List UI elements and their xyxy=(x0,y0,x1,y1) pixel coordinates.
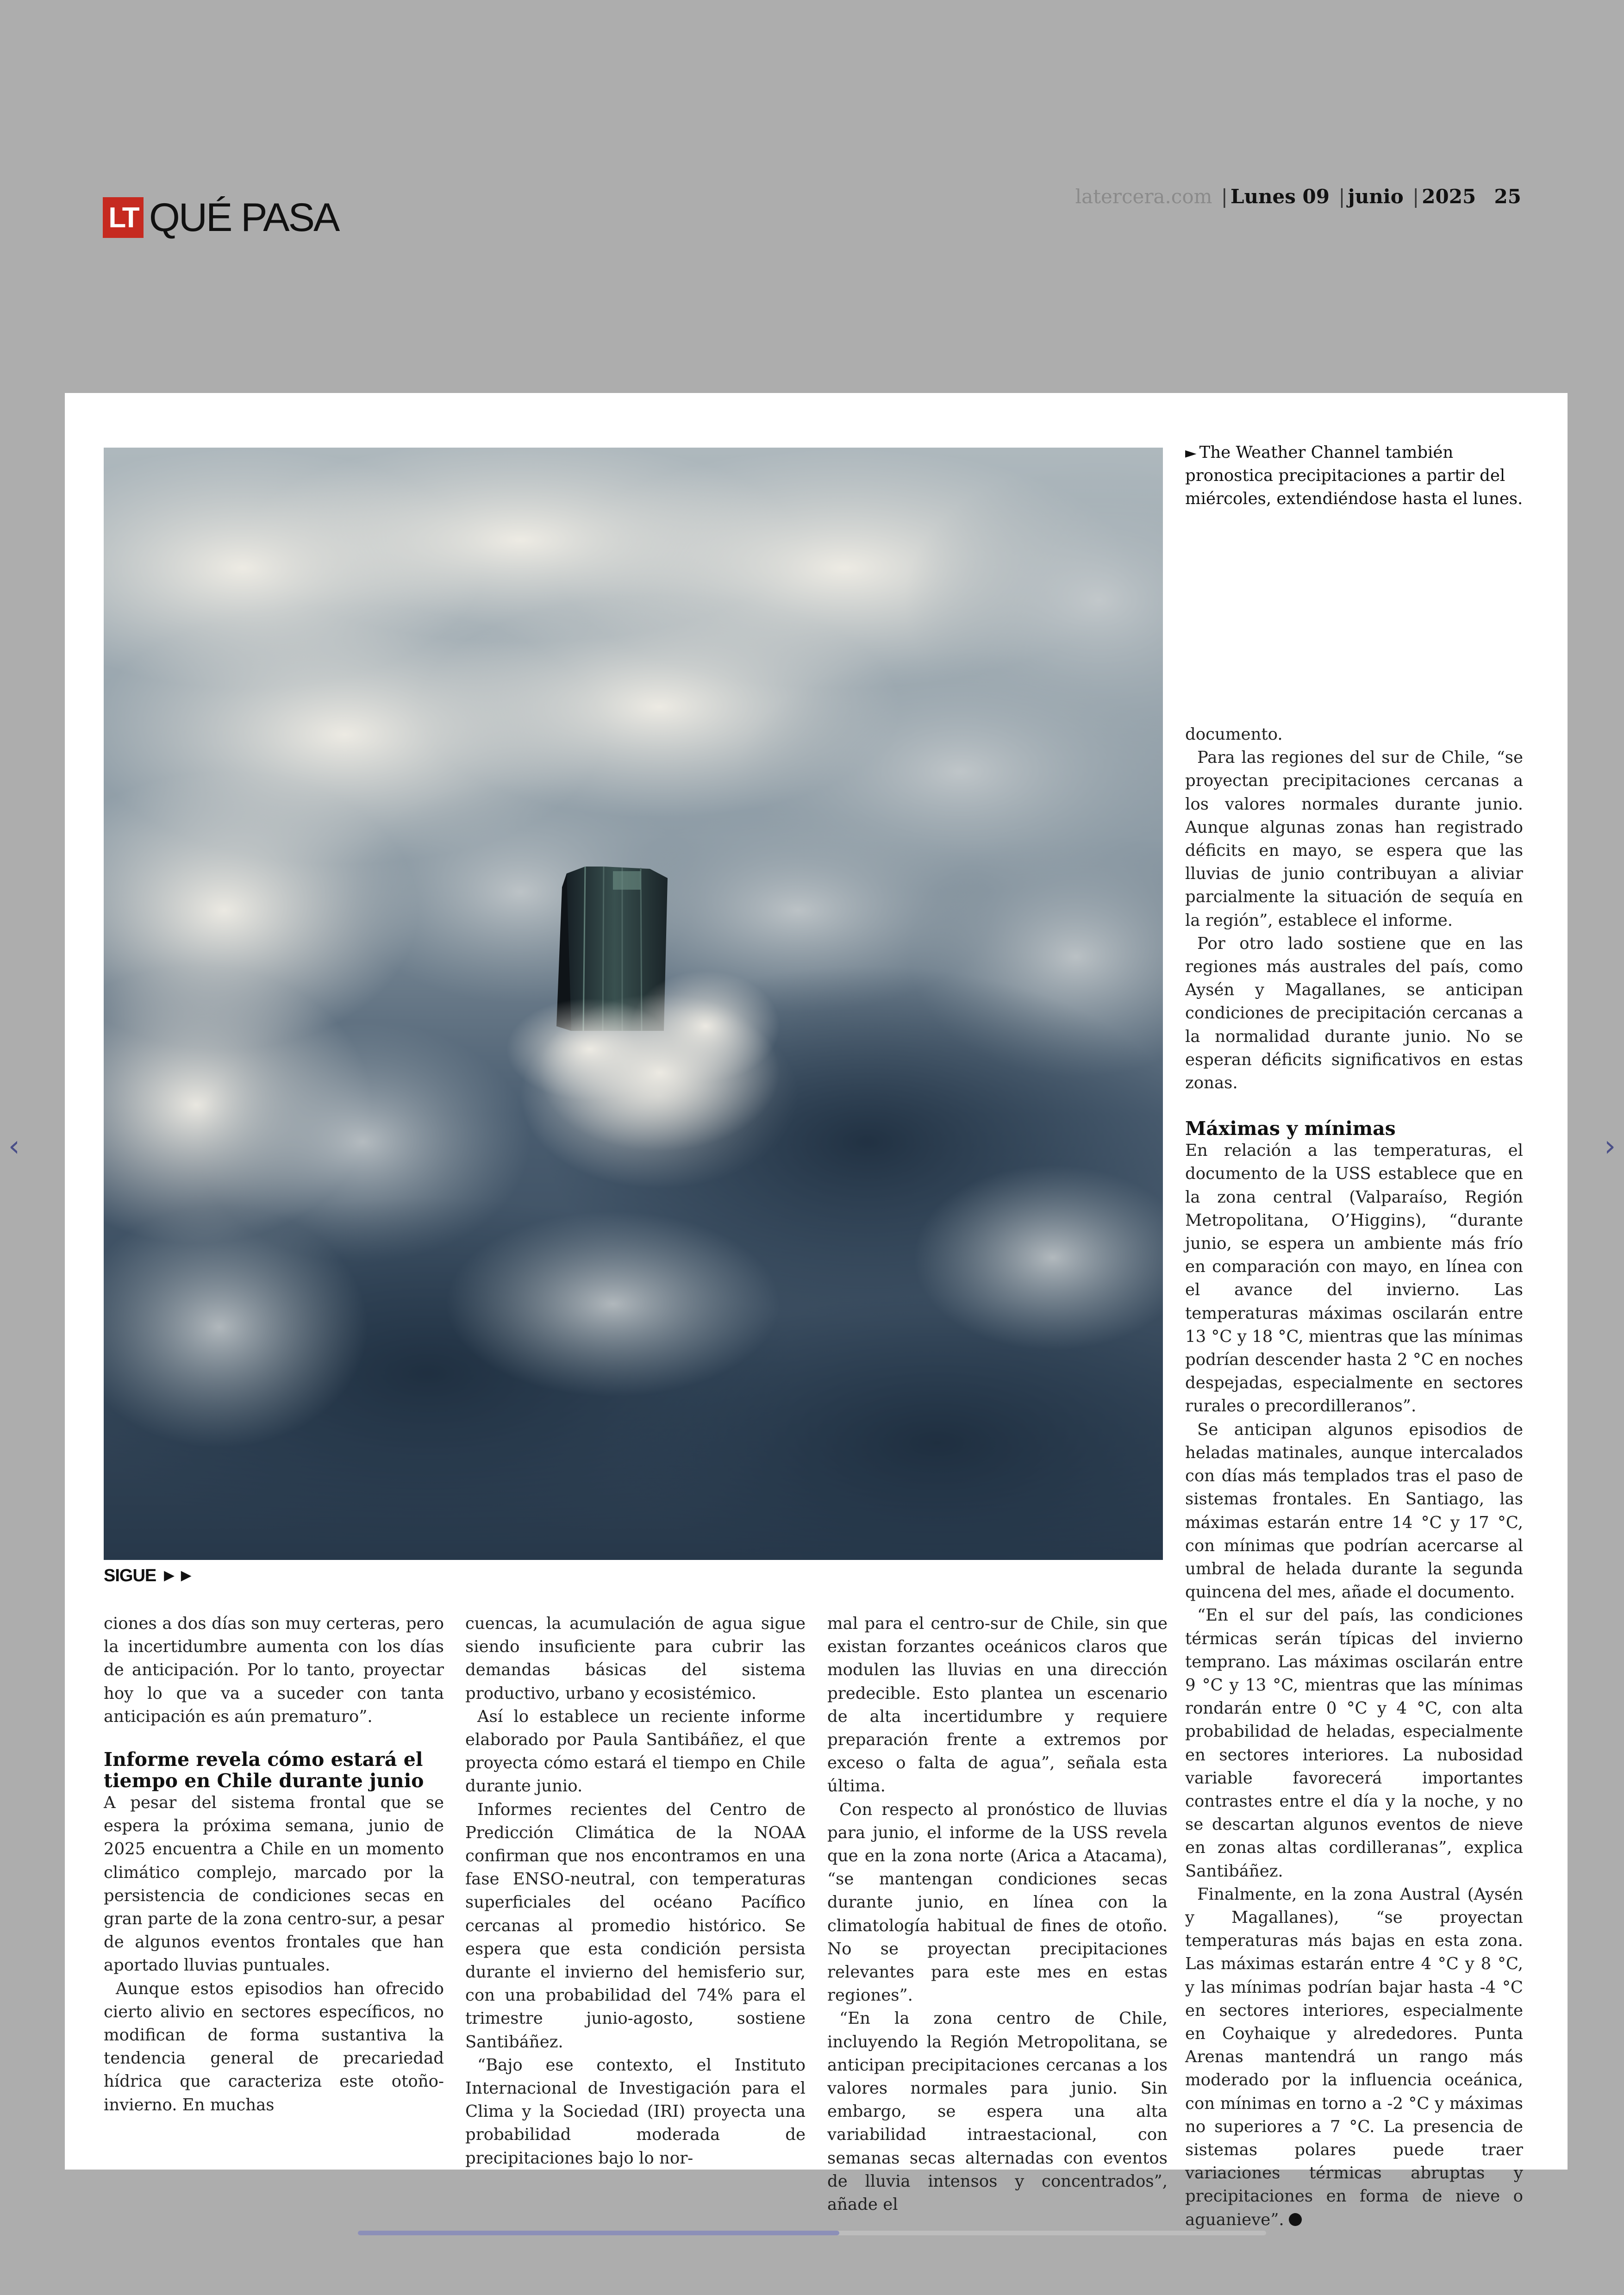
article-column-1 xyxy=(104,1612,444,2117)
article-column-2 xyxy=(465,1612,806,2170)
paragraph: “En el sur del país, las condiciones térmicas serán típicas del invierno temprano. Las máximas oscilarán entre 9 °C y 13 °C, mientras que las mínimas rondarán entre 0 °C y 4 °C, con alta probabilidad de heladas, especialmente en sectores interiores. La nubosidad variable favorecerá importantes contrastes entre el día y la noche, y no se descartan algunos eventos de nieve en zonas altas cordilleranas”, explica Santibáñez. xyxy=(1185,1606,1523,1881)
paragraph: A pesar del sistema frontal que se espera la próxima semana, junio de 2025 encuentra a Chile en un momento climático complejo, marcado por la persistencia de condiciones secas en gran parte de la zona centro-sur, a pesar de algunos eventos frontales que han aportado lluvias puntuales. xyxy=(104,1793,444,1975)
date-month: junio xyxy=(1348,185,1404,208)
paragraph: Por otro lado sostiene que en las regiones más australes del país, como Aysén y Magallanes, se anticipan condiciones de precipitación cercanas a la normalidad durante junio. No se esperan déficits significativos en estas zonas. xyxy=(1185,934,1523,1093)
caption-marker-icon: ► xyxy=(1185,444,1197,461)
next-page-arrow-icon[interactable]: › xyxy=(1604,1129,1616,1163)
scrollbar-thumb[interactable] xyxy=(358,2231,839,2235)
article-column-4 xyxy=(1185,723,1523,2232)
paragraph: documento. xyxy=(1185,725,1283,744)
paragraph: Para las regiones del sur de Chile, “se proyectan precipitaciones cercanas a los valores normales durante junio. Aunque algunas zonas han registrado déficits en mayo, se espera que las lluvias de junio contribuyan a aliviar parcialmente la situación de sequía en la región”, establece el informe. xyxy=(1185,748,1523,930)
caption-text: The Weather Channel también pronostica precipitaciones a partir del miércoles, extendiéndose hasta el lunes. xyxy=(1185,443,1523,508)
article-end-dot-icon xyxy=(1289,2213,1302,2226)
paragraph: Aunque estos episodios han ofrecido cierto alivio en sectores específicos, no modifican de forma sustantiva la tendencia general de precariedad hídrica que caracteriza este otoño-invierno. En muchas xyxy=(104,1979,444,2114)
paragraph: Con respecto al pronóstico de lluvias para junio, el informe de la USS revela que en la zona norte (Arica a Atacama), “se mantengan condiciones secas durante junio, en línea con la climatología habitual de fines de otoño. No se proyectan precipitaciones relevantes para este mes en estas regiones”. xyxy=(827,1800,1168,2005)
publication-name: QUÉ PASA xyxy=(149,195,339,240)
paragraph: “En la zona centro de Chile, incluyendo la Región Metropolitana, se anticipan precipitaciones cercanas a los valores normales para junio. Sin embargo, se espera una alta variabilidad intraestacional, con semanas secas alternadas con eventos de lluvia intensos y concentrados”, añade el xyxy=(827,2009,1168,2214)
date-year: 2025 xyxy=(1422,185,1476,208)
newspaper-page xyxy=(65,393,1568,2229)
date-day: Lunes 09 xyxy=(1230,185,1330,208)
fog-skyscraper-photo xyxy=(104,448,1163,1560)
page-dateline xyxy=(1075,185,1521,208)
continue-label: SIGUE ►► xyxy=(104,1566,195,1585)
paragraph: Se anticipan algunos episodios de heladas matinales, aunque intercalados con días más templados tras el paso de sistemas frontales. En Santiago, las máximas estarán entre 14 °C y 17 °C, con mínimas que podrían acercarse al umbral de helada durante la segunda quincena del mes, añade el documento. xyxy=(1185,1420,1523,1602)
dateline-separator: | xyxy=(1412,185,1419,208)
dateline-separator: | xyxy=(1221,185,1228,208)
publication-logo xyxy=(103,197,338,238)
section-heading: Máximas y mínimas xyxy=(1185,1117,1396,1140)
paragraph: “Bajo ese contexto, el Instituto Internacional de Investigación para el Clima y la Sociedad (IRI) proyecta una probabilidad moderada de precipitaciones bajo lo nor- xyxy=(465,2055,806,2168)
lt-logo-mark: LT xyxy=(103,197,144,238)
paragraph: cuencas, la acumulación de agua sigue siendo insuficiente para cubrir las demandas básicas del sistema productivo, urbano y ecosistémico. xyxy=(465,1614,806,1703)
paragraph: Informes recientes del Centro de Predicción Climática de la NOAA confirman que nos encontramos en una fase ENSO-neutral, con temperaturas superficiales del océano Pacífico cercanas al promedio histórico. Se espera que esta condición persista durante el invierno del hemisferio sur, con una probabilidad del 74% para el trimestre junio-agosto, sostiene Santibáñez. xyxy=(465,1800,806,2052)
paragraph: ciones a dos días son muy certeras, pero la incertidumbre aumenta con los días de anticipación. Por lo tanto, proyectar hoy lo que va a suceder con tanta anticipación es aún prematuro”. xyxy=(104,1614,444,1726)
photo-caption xyxy=(1185,441,1523,511)
site-url: latercera.com xyxy=(1075,185,1212,208)
article-column-3 xyxy=(827,1612,1168,2216)
paragraph: mal para el centro-sur de Chile, sin que existan forzantes oceánicos claros que modulen las lluvias en una dirección predecible. Esto plantea un escenario de alta incertidumbre y requiere preparación frente a extremos por exceso o falta de agua”, señala esta última. xyxy=(827,1614,1168,1796)
page-scrollbar[interactable] xyxy=(358,2231,1266,2235)
previous-page-arrow-icon[interactable]: ‹ xyxy=(8,1129,20,1163)
paragraph: Así lo establece un reciente informe elaborado por Paula Santibáñez, el que proyecta cómo estará el tiempo en Chile durante junio. xyxy=(465,1707,806,1796)
section-heading: Informe revela cómo estará el tiempo en Chile durante junio xyxy=(104,1748,424,1792)
page-number: 25 xyxy=(1494,185,1521,208)
paragraph xyxy=(1185,1883,1523,2232)
paragraph: En relación a las temperaturas, el documento de la USS establece que en la zona central (Valparaíso, Región Metropolitana, O’Higgins), “durante junio, se espera un ambiente más frío en comparación con mayo, en línea con el avance del invierno. Las temperaturas máximas oscilarán entre 13 °C y 18 °C, mientras que las mínimas podrían descender hasta 2 °C en noches despejadas, especialmente en sectores rurales o precordilleranos”. xyxy=(1185,1141,1523,1416)
final-paragraph-text: Finalmente, en la zona Austral (Aysén y Magallanes), “se proyectan temperaturas más bajas en esta zona. Las máximas estarán entre 4 °C y 8 °C, y las mínimas podrían bajar hasta -4 °C en sectores interiores, especialmente en Coyhaique y alrededores. Punta Arenas mantendrá un rango más moderado por la influencia oceánica, con mínimas en torno a -2 °C y máximas no superiores a 7 °C. La presencia de sistemas polares puede traer variaciones térmicas abruptas y precipitaciones en forma de nieve o aguanieve”. xyxy=(1185,1884,1523,2229)
dateline-separator: | xyxy=(1338,185,1345,208)
